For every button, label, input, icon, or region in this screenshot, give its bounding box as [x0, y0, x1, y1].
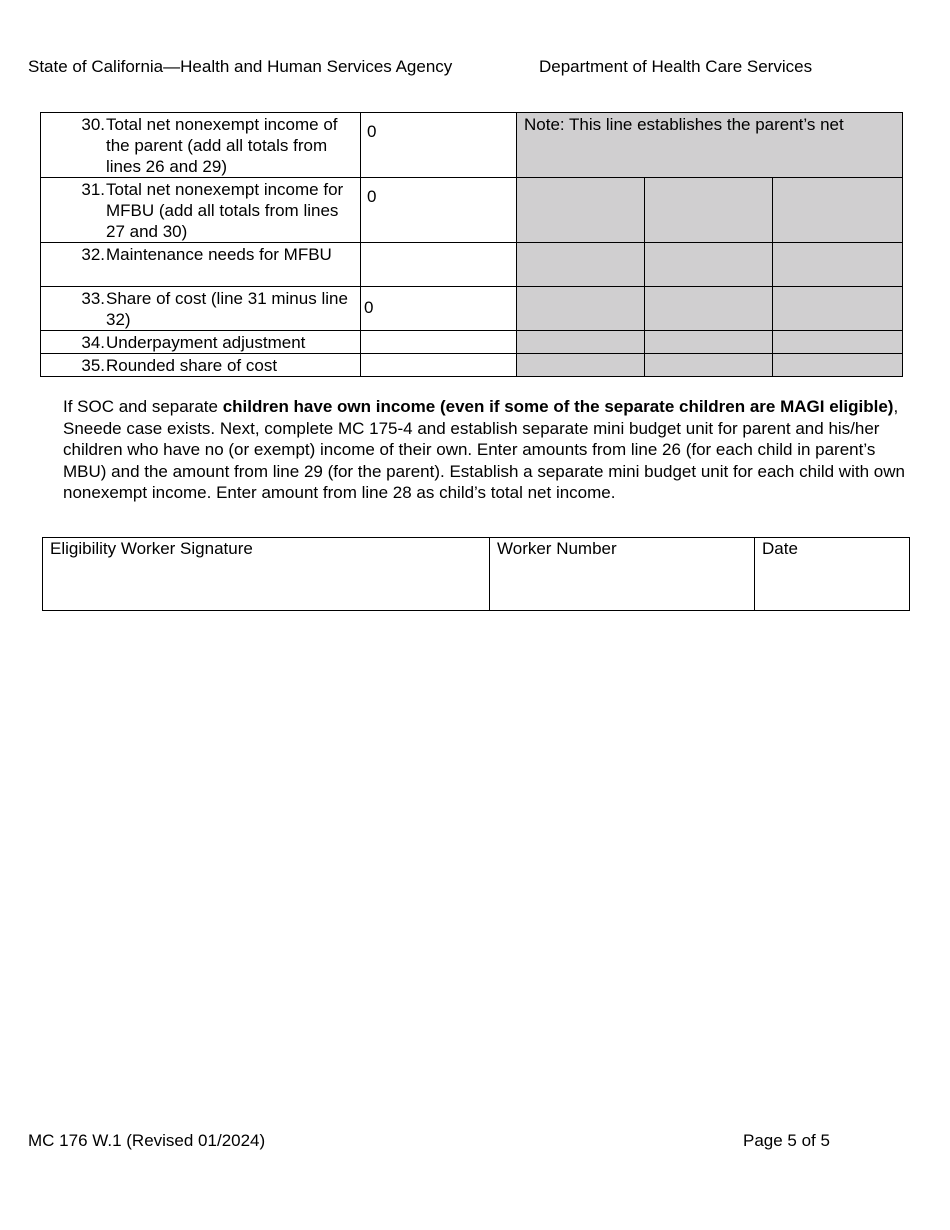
- sneede-instructions: [63, 396, 913, 504]
- shaded-cell: [517, 331, 645, 354]
- date-label: Date: [762, 539, 798, 558]
- agency-header: State of California—Health and Human Services Agency: [28, 57, 453, 76]
- table-row: [41, 178, 903, 243]
- line-value-field[interactable]: 0: [361, 287, 517, 331]
- line-value-field[interactable]: [361, 331, 517, 354]
- line-label-cell: [41, 354, 361, 377]
- shaded-cell: [517, 354, 645, 377]
- parent-net-note-cell: [517, 113, 903, 178]
- shaded-cell: [773, 178, 903, 243]
- shaded-cell: [517, 178, 645, 243]
- shaded-cell: [645, 178, 773, 243]
- department-header: Department of Health Care Services: [539, 57, 813, 76]
- line-number: 31.: [81, 180, 105, 199]
- page-number: Page 5 of 5: [743, 1131, 830, 1150]
- instructions-bold-text: children have own income (even if some of the separate children are MAGI eligible): [222, 397, 894, 416]
- line-label: Underpayment adjustment: [106, 333, 306, 352]
- line-label-cell: [41, 243, 361, 287]
- table-row: [41, 113, 903, 178]
- shaded-cell: [645, 243, 773, 287]
- shaded-cell: [645, 331, 773, 354]
- shaded-cell: [773, 354, 903, 377]
- shaded-cell: [517, 243, 645, 287]
- shaded-cell: [773, 287, 903, 331]
- line-number: 34.: [81, 333, 105, 352]
- line-label-cell: [41, 113, 361, 178]
- line-number: 33.: [81, 289, 105, 308]
- line-value-field[interactable]: [361, 354, 517, 377]
- worker-signature-field[interactable]: [43, 538, 490, 611]
- table-row: [41, 243, 903, 287]
- instructions-text-2: , Sneede case exists. Next, complete MC 175-4 and establish separate mini budget unit for parent and his/her children who have no (or exempt) income of their own. Enter amounts from line 26 (for each child in parent’s MBU) and the amount from line 29 (for the parent). Establish a separate mini budget unit for each child with own nonexempt income. Enter amount from line 28 as child’s total net income.: [63, 397, 905, 502]
- parent-net-note: Note: This line establishes the parent’s net: [524, 115, 844, 134]
- shaded-cell: [773, 331, 903, 354]
- budget-table: [40, 112, 903, 377]
- worker-number-field[interactable]: [490, 538, 755, 611]
- table-row: [41, 331, 903, 354]
- line-label-cell: [41, 178, 361, 243]
- instructions-text-1: If SOC and separate: [63, 397, 223, 416]
- shaded-cell: [645, 287, 773, 331]
- signature-table: [42, 537, 910, 611]
- shaded-cell: [517, 287, 645, 331]
- worker-number-label: Worker Number: [497, 539, 617, 558]
- worker-signature-label: Eligibility Worker Signature: [50, 539, 253, 558]
- line-value-field[interactable]: 0: [361, 113, 517, 178]
- line-value-field[interactable]: [361, 243, 517, 287]
- line-number: 35.: [81, 356, 105, 375]
- form-id: MC 176 W.1 (Revised 01/2024): [28, 1131, 266, 1150]
- line-label: Total net nonexempt income for MFBU (add all totals from lines 27 and 30): [106, 180, 344, 241]
- line-number: 32.: [81, 245, 105, 264]
- line-label-cell: [41, 331, 361, 354]
- table-row: [41, 287, 903, 331]
- date-field[interactable]: [755, 538, 910, 611]
- line-label: Total net nonexempt income of the parent (add all totals from lines 26 and 29): [106, 115, 338, 176]
- line-label: Rounded share of cost: [106, 356, 278, 375]
- line-value-field[interactable]: 0: [361, 178, 517, 243]
- line-number: 30.: [81, 115, 105, 134]
- line-label-cell: [41, 287, 361, 331]
- table-row: [41, 354, 903, 377]
- shaded-cell: [773, 243, 903, 287]
- line-label: Share of cost (line 31 minus line 32): [106, 289, 348, 329]
- shaded-cell: [645, 354, 773, 377]
- line-label: Maintenance needs for MFBU: [106, 245, 332, 264]
